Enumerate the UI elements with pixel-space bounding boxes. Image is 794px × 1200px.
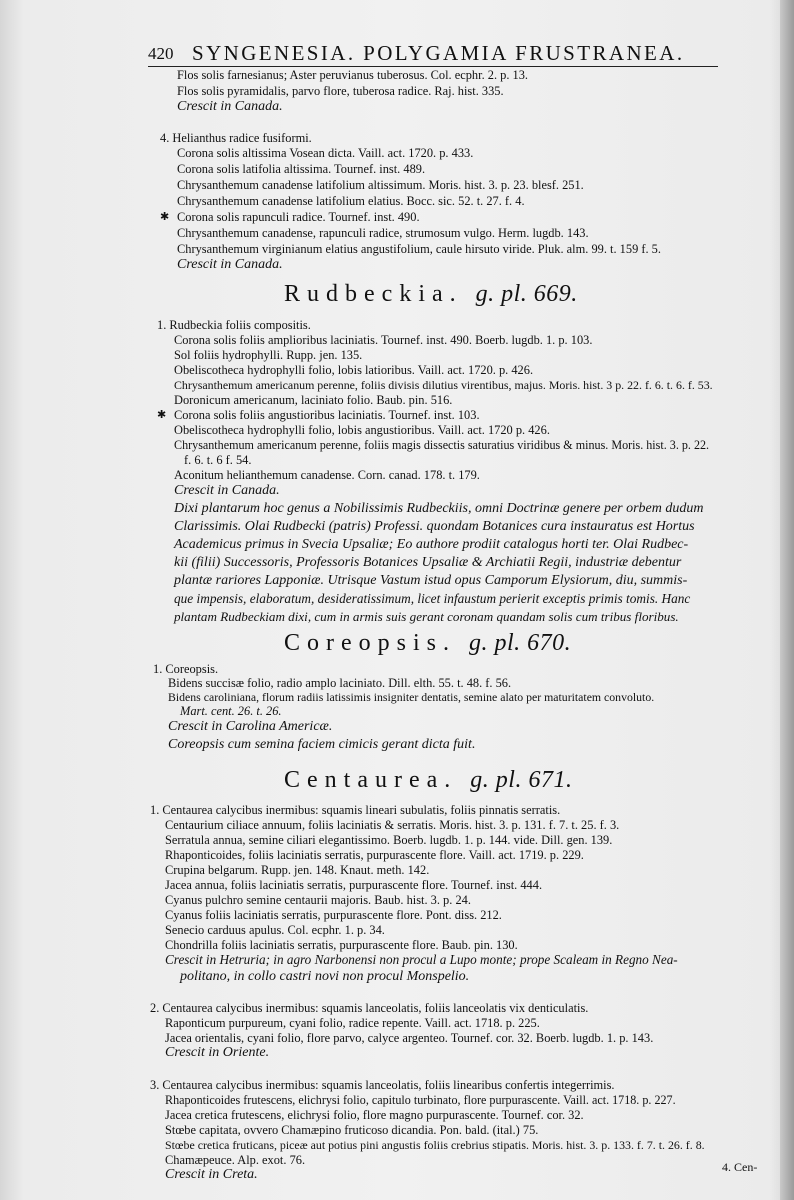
running-head bbox=[148, 40, 718, 67]
crescit-line: Crescit in Canada. bbox=[174, 483, 280, 498]
text-line: Doronicum americanum, laciniato folio. Baub. pin. 516. bbox=[174, 393, 453, 407]
text-line: Bidens caroliniana, florum radiis latissimis insigniter dentatis, semine alato per maturitatem convoluto. bbox=[168, 690, 655, 704]
crescit-line: Crescit in Creta. bbox=[165, 1167, 258, 1182]
text-line: Flos solis farnesianus; Aster peruvianus tuberosus. Col. ecphr. 2. p. 13. bbox=[177, 68, 529, 82]
dedication-line: Academicus primus in Svecia Upsaliæ; Eo authore prodiit catalogus horti ter. Olai Rudbec- bbox=[174, 537, 689, 552]
text-line: Obeliscotheca hydrophylli folio, lobis latioribus. Vaill. act. 1720. p. 426. bbox=[174, 363, 534, 377]
genus-heading-centaurea bbox=[284, 767, 572, 794]
text-line: Jacea cretica frutescens, elichrysi folio, flore magno purpurascente. Tournef. cor. 32. bbox=[165, 1108, 584, 1122]
text-line: Flos solis pyramidalis, parvo flore, tuberosa radice. Raj. hist. 335. bbox=[177, 84, 504, 98]
text-line: Chondrilla foliis laciniatis serratis, purpurascente flore. Baub. pin. 130. bbox=[165, 938, 518, 952]
crescit-line: Crescit in Carolina Americæ. bbox=[168, 719, 333, 734]
text-line: Stœbe cretica fruticans, piceæ aut potius pini angustis foliis crebrius stipatis. Moris. hist. 3. p. 133. f. 7. t. 26. f. 8. bbox=[165, 1138, 705, 1152]
page-title: SYNGENESIA. POLYGAMIA FRUSTRANEA. bbox=[192, 41, 685, 65]
text-line: Senecio carduus apulus. Col. ecphr. 1. p. 34. bbox=[165, 923, 385, 937]
text-line: Chamæpeuce. Alp. exot. 76. bbox=[165, 1153, 306, 1167]
text-line: Sol foliis hydrophylli. Rupp. jen. 135. bbox=[174, 348, 363, 362]
text-line: Chrysanthemum americanum perenne, foliis magis dissectis saturatius viridibus & minus. Moris. hist. 3. p. 22. bbox=[174, 438, 710, 452]
dedication-line: kii (filii) Successoris, Professoris Botanices Upsaliæ & Archiatii Regii, industriæ debentur bbox=[174, 555, 682, 570]
genus-name: Centaurea. bbox=[284, 767, 458, 793]
crescit-line: Crescit in Oriente. bbox=[165, 1045, 270, 1060]
text-line: Chrysanthemum canadense, rapunculi radice, strumosum vulgo. Herm. lugdb. 143. bbox=[177, 226, 589, 240]
text-line: Centaurium ciliace annuum, foliis laciniatis & serratis. Moris. hist. 3. p. 131. f. 7. t. 25. f. 3. bbox=[165, 818, 620, 832]
text-line: f. 6. t. 6 f. 54. bbox=[184, 453, 252, 467]
genus-reference: g. pl. 671. bbox=[470, 767, 573, 793]
catchword: 4. Cen- bbox=[722, 1160, 758, 1174]
genus-name: Coreopsis. bbox=[284, 630, 456, 656]
genus-heading-rudbeckia bbox=[284, 281, 578, 308]
text-line: Cyanus pulchro semine centaurii majoris. Baub. hist. 3. p. 24. bbox=[165, 893, 471, 907]
species-heading: 4. Helianthus radice fusiformi. bbox=[160, 131, 312, 145]
text-line: Chrysanthemum canadense latifolium altissimum. Moris. hist. 3. p. 23. blesf. 251. bbox=[177, 178, 584, 192]
text-line: Crupina belgarum. Rupp. jen. 148. Knaut. meth. 142. bbox=[165, 863, 430, 877]
genus-reference: g. pl. 670. bbox=[469, 630, 572, 656]
species-heading: 1. Centaurea calycibus inermibus: squamis lineari subulatis, foliis pinnatis serratis. bbox=[150, 803, 561, 817]
text-line: Chrysanthemum americanum perenne, foliis divisis dilutius virentibus, majus. Moris. hist. 3 p. 22. f. 6. t. 6. f. 53. bbox=[174, 378, 713, 392]
species-heading: 2. Centaurea calycibus inermibus: squamis lanceolatis, foliis lanceolatis vix denticulatis. bbox=[150, 1001, 589, 1015]
text-line: Jacea orientalis, cyani folio, flore parvo, calyce argenteo. Tournef. cor. 32. Boerb. lugdb. 1. p. 143. bbox=[165, 1031, 654, 1045]
text-line: Corona solis foliis amplioribus laciniatis. Tournef. inst. 490. Boerb. lugdb. 1. p. 103. bbox=[174, 333, 593, 347]
crescit-line: Crescit in Canada. bbox=[177, 99, 283, 114]
text-line: Obeliscotheca hydrophylli folio, lobis angustioribus. Vaill. act. 1720 p. 426. bbox=[174, 423, 550, 437]
genus-heading-coreopsis bbox=[284, 630, 571, 657]
text-line: Rhaponticoides, foliis laciniatis serratis, purpurascente flore. Vaill. act. 1719. p. 229. bbox=[165, 848, 584, 862]
asterisk-icon: ✱ bbox=[157, 409, 167, 421]
text-line: Stœbe capitata, ovvero Chamæpino fruticoso dicandia. Pon. bald. (ital.) 75. bbox=[165, 1123, 539, 1137]
text-line: Corona solis latifolia altissima. Tournef. inst. 489. bbox=[177, 162, 426, 176]
dedication-line: Dixi plantarum hoc genus a Nobilissimis Rudbeckiis, omni Doctrinæ genere per orbem dudum bbox=[174, 501, 704, 516]
text-line: Corona solis foliis angustioribus laciniatis. Tournef. inst. 103. bbox=[174, 408, 480, 422]
genus-name: Rudbeckia. bbox=[284, 281, 463, 307]
dedication-line: que impensis, elaboratum, desideratissimum, licet infaustum perierit exceptis primis tomis. Hanc bbox=[174, 591, 691, 606]
text-line: Corona solis rapunculi radice. Tournef. inst. 490. bbox=[177, 210, 420, 224]
species-heading: 1. Rudbeckia foliis compositis. bbox=[157, 318, 311, 332]
crescit-line: Crescit in Hetruria; in agro Narbonensi non procul a Lupo monte; prope Scaleam in Regno Nea- bbox=[165, 952, 678, 967]
dedication-line: plantam Rudbeckiam dixi, cum in armis suis gerant coronam quandam solis cum tribus floribus. bbox=[174, 609, 679, 624]
genus-reference: g. pl. 669. bbox=[475, 281, 578, 307]
note-line: Coreopsis cum semina faciem cimicis gerant dicta fuit. bbox=[168, 737, 476, 752]
dedication-line: plantæ rariores Lapponiæ. Utrisque Vastum istud opus Camporum Elysiorum, diu, summis- bbox=[174, 573, 688, 588]
text-line: Cyanus foliis laciniatis serratis, purpurascente flore. Pont. diss. 212. bbox=[165, 908, 502, 922]
page-edge bbox=[780, 0, 794, 1200]
crescit-line: politano, in collo castri novi non procul Monspelio. bbox=[180, 969, 470, 984]
text-line: Aconitum helianthemum canadense. Corn. canad. 178. t. 179. bbox=[174, 468, 480, 482]
dedication-line: Clarissimis. Olai Rudbecki (patris) Professi. quondam Botanices cura instauratus est Hortus bbox=[174, 519, 695, 534]
species-heading: 1. Coreopsis. bbox=[153, 662, 219, 676]
asterisk-icon: ✱ bbox=[160, 211, 170, 223]
text-line: Bidens succisæ folio, radio amplo laciniato. Dill. elth. 55. t. 48. f. 56. bbox=[168, 676, 512, 690]
page-number: 420 bbox=[148, 44, 174, 63]
text-line: Serratula annua, semine ciliari elegantissimo. Boerb. lugdb. 1. p. 144. vide. Dill. gen. 139. bbox=[165, 833, 613, 847]
text-line: Mart. cent. 26. t. 26. bbox=[180, 704, 282, 718]
crescit-line: Crescit in Canada. bbox=[177, 257, 283, 272]
text-line: Jacea annua, foliis laciniatis serratis, purpurascente flore. Tournef. inst. 444. bbox=[165, 878, 543, 892]
text-line: Corona solis altissima Vosean dicta. Vaill. act. 1720. p. 433. bbox=[177, 146, 474, 160]
text-line: Chrysanthemum canadense latifolium elatius. Bocc. sic. 52. t. 27. f. 4. bbox=[177, 194, 525, 208]
text-line: Rhaponticoides frutescens, elichrysi folio, capitulo turbinato, flore purpurascente. Vaill. act. 1718. p. 227. bbox=[165, 1093, 676, 1107]
text-line: Raponticum purpureum, cyani folio, radice repente. Vaill. act. 1718. p. 225. bbox=[165, 1016, 540, 1030]
text-line: Chrysanthemum virginianum elatius angustifolium, caule hirsuto viride. Pluk. alm. 99. t. 159 f. 5. bbox=[177, 242, 661, 256]
species-heading: 3. Centaurea calycibus inermibus: squamis lanceolatis, foliis linearibus confertis integerrimis. bbox=[150, 1078, 615, 1092]
